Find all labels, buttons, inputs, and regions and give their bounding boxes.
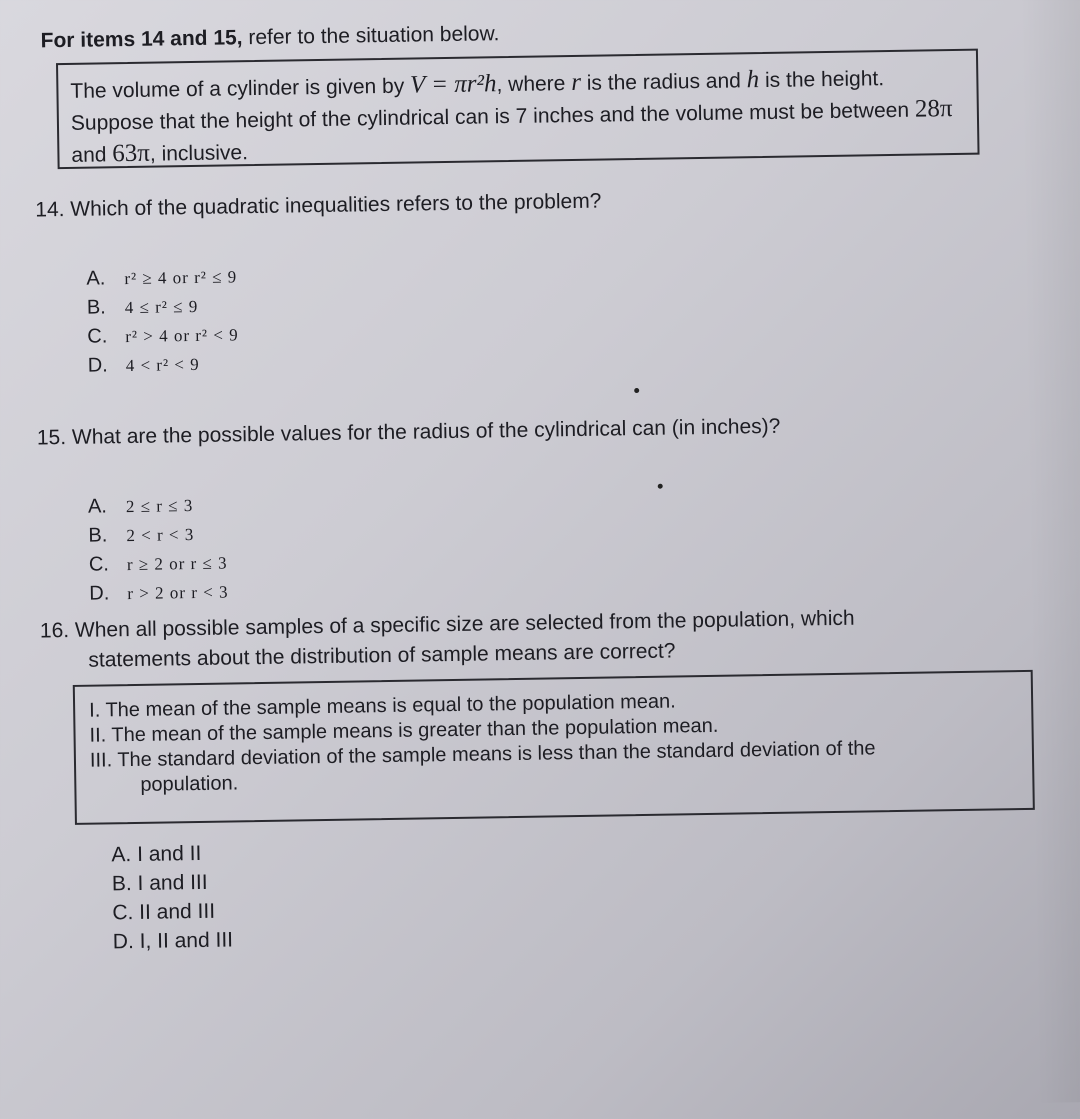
statement-1: I. The mean of the sample means is equal to the population mean.: [89, 690, 676, 722]
volume-formula: V = πr²h: [409, 70, 497, 99]
q16-option-a[interactable]: A. I and II: [111, 841, 202, 867]
statement-2: II. The mean of the sample means is greater than the population mean.: [89, 714, 719, 747]
option-letter: D.: [87, 354, 108, 377]
heading-rest: refer to the situation below.: [242, 22, 500, 50]
option-expression: 4 < r² < 9: [125, 354, 200, 376]
question-16-line-2: statements about the distribution of sample means are correct?: [88, 639, 676, 672]
situation-text-6: , inclusive.: [149, 141, 249, 166]
statements-box: [73, 670, 1035, 825]
option-letter: B.: [86, 296, 106, 319]
situation-text-2: , where: [496, 72, 572, 97]
situation-text-1: The volume of a cylinder is given by: [70, 74, 411, 103]
heading-bold: For items 14 and 15,: [40, 26, 243, 53]
question-15: 15. What are the possible values for the radius of the cylindrical can (in inches)?: [36, 414, 781, 450]
items-heading: [40, 22, 499, 53]
question-16: [40, 601, 1021, 676]
q14-option-c[interactable]: [87, 320, 239, 351]
option-letter: C.: [88, 553, 110, 576]
option-expression: r ≥ 2 or r ≤ 3: [126, 553, 228, 575]
question-16-line-1: 16. When all possible samples of a specific size are selected from the population, which: [39, 606, 855, 643]
option-letter: C.: [87, 325, 108, 348]
pen-dot-mark: [634, 388, 639, 393]
q16-option-b[interactable]: B. I and III: [111, 870, 208, 896]
q16-option-c[interactable]: C. II and III: [112, 899, 216, 925]
option-expression: 4 ≤ r² ≤ 9: [124, 296, 199, 318]
option-expression: 2 ≤ r ≤ 3: [125, 496, 194, 517]
q15-option-b[interactable]: [88, 519, 228, 550]
pen-dot-mark: [658, 484, 663, 489]
q15-option-c[interactable]: [89, 548, 229, 579]
q14-option-d[interactable]: [88, 349, 240, 380]
volume-upper-bound: 63π: [112, 139, 151, 168]
height-variable: h: [746, 66, 760, 94]
q14-option-a[interactable]: [86, 262, 238, 293]
option-expression: r² ≥ 4 or r² ≤ 9: [124, 267, 238, 289]
q15-option-a[interactable]: [88, 490, 228, 521]
option-expression: 2 < r < 3: [126, 525, 195, 546]
situation-box: [56, 49, 980, 169]
q16-option-d[interactable]: D. I, II and III: [112, 928, 234, 954]
option-letter: D.: [89, 582, 110, 605]
option-letter: A.: [86, 267, 106, 290]
q16-options: [111, 838, 233, 956]
statement-3: III. The standard deviation of the sample means is less than the standard deviation of the: [89, 737, 876, 772]
option-letter: A.: [87, 495, 108, 518]
statement-3-continued: population.: [140, 772, 239, 796]
q15-option-d[interactable]: [89, 577, 229, 608]
option-expression: r > 2 or r < 3: [127, 582, 229, 604]
situation-text-4: is the height. Suppose that the height of the cylindrical can is 7 inches and the volume must be between: [70, 67, 916, 135]
radius-variable: r: [570, 68, 582, 97]
q15-options: [88, 490, 229, 608]
situation-text-3: is the radius and: [580, 69, 747, 95]
question-14: 14. Which of the quadratic inequalities refers to the problem?: [35, 189, 602, 222]
volume-lower-bound: 28π: [914, 95, 953, 123]
option-letter: B.: [88, 524, 108, 547]
q14-option-b[interactable]: [87, 291, 239, 322]
situation-text-5: and: [71, 143, 113, 167]
page-shadow: [1020, 0, 1080, 1103]
q14-options: [86, 262, 239, 380]
option-expression: r² > 4 or r² < 9: [125, 325, 239, 347]
